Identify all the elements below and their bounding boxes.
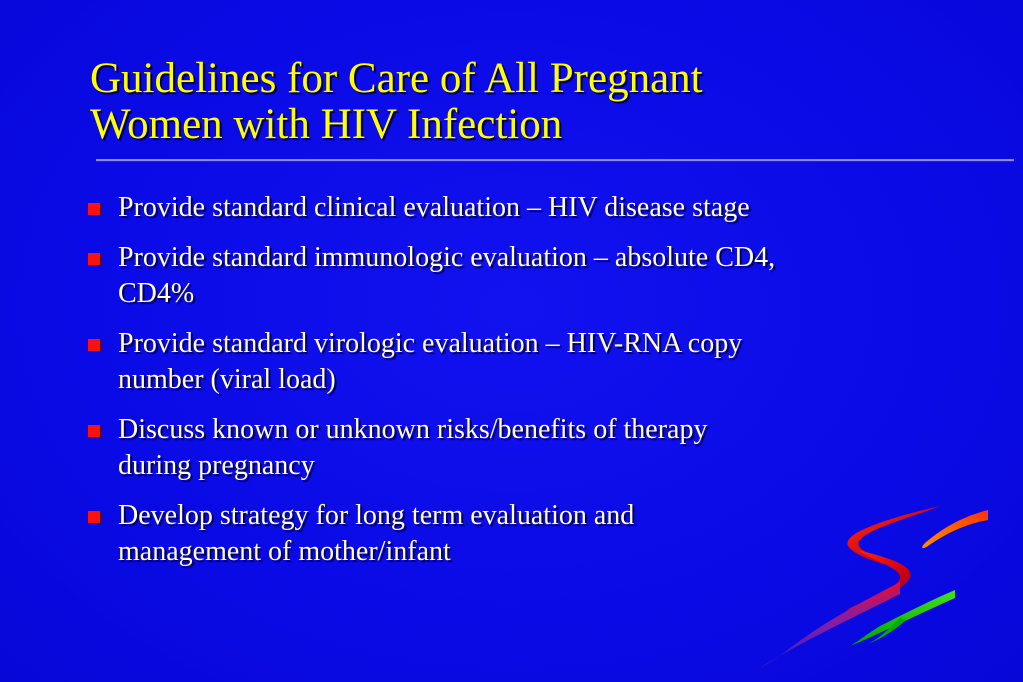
title-divider (96, 159, 1014, 161)
title-line-2: Women with HIV Infection (90, 101, 563, 148)
bullet-3-line-1: Provide standard virologic evaluation – HIV-RNA copy (118, 328, 743, 359)
bullet-item (84, 326, 964, 398)
bullet-item (84, 412, 964, 484)
title-line-1: Guidelines for Care of All Pregnant (90, 55, 703, 102)
bullet-3-line-2: number (viral load) (118, 364, 336, 395)
bullet-5-line-1: Develop strategy for long term evaluation and (118, 500, 635, 531)
bullet-1-line-1: Provide standard clinical evaluation – HIV disease stage (118, 192, 750, 223)
bullet-item (84, 190, 964, 226)
bullet-5-line-2: management of mother/infant (118, 536, 451, 567)
bullet-4-line-2: during pregnancy (118, 450, 315, 481)
bullet-square-icon (88, 203, 100, 215)
swoosh-logo-icon (750, 498, 1000, 670)
bullet-2-line-2: CD4% (118, 278, 195, 309)
bullet-square-icon (88, 511, 100, 523)
bullet-item (84, 240, 964, 312)
bullet-2-line-1: Provide standard immunologic evaluation – absolute CD4, (118, 242, 776, 273)
slide-title (90, 56, 970, 148)
bullet-square-icon (88, 425, 100, 437)
bullet-4-line-1: Discuss known or unknown risks/benefits of therapy (118, 414, 708, 445)
bullet-square-icon (88, 253, 100, 265)
bullet-square-icon (88, 339, 100, 351)
